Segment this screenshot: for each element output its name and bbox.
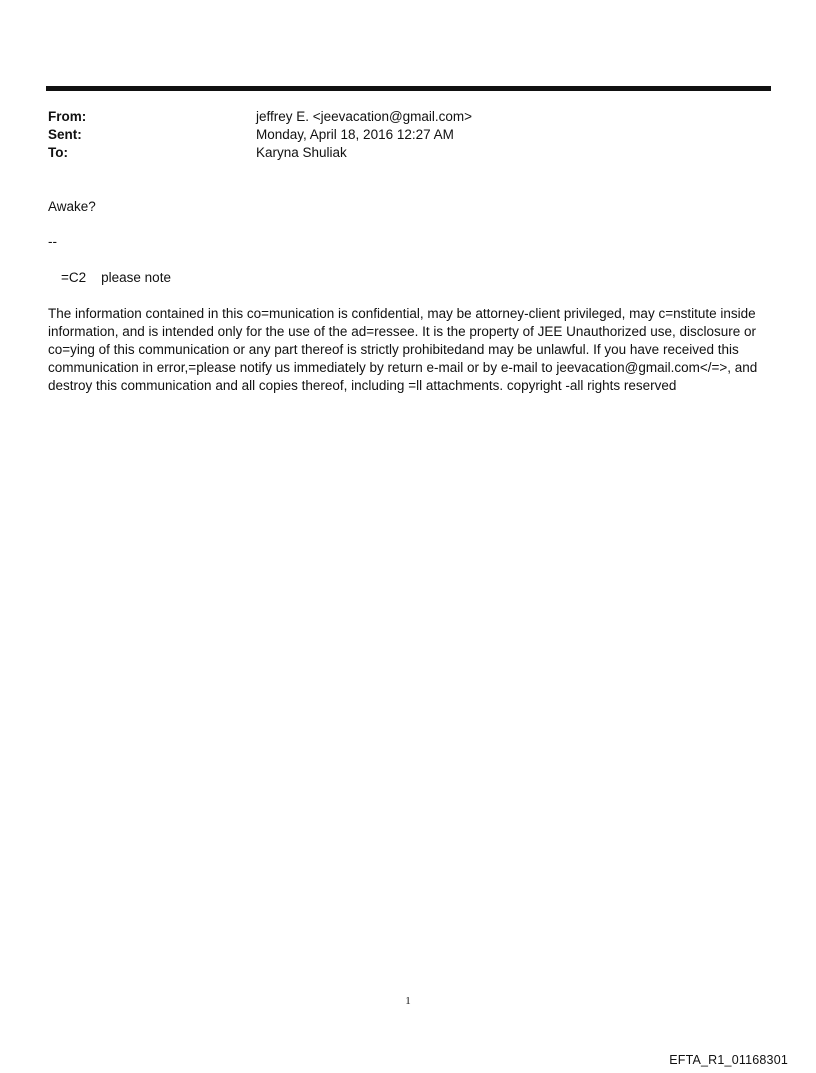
sent-label: Sent: [48, 127, 82, 142]
to-value: Karyna Shuliak [256, 145, 347, 160]
sent-row [48, 126, 748, 144]
sent-value: Monday, April 18, 2016 12:27 AM [256, 127, 454, 142]
email-header [48, 108, 748, 162]
to-row [48, 144, 748, 162]
please-note-line: =C2 please note [61, 270, 171, 285]
message-greeting: Awake? [48, 199, 96, 214]
signature-separator: -- [48, 234, 57, 249]
from-row [48, 108, 748, 126]
from-label: From: [48, 109, 87, 124]
to-label: To: [48, 145, 68, 160]
confidentiality-disclaimer: The information contained in this co=munication is confidential, may be attorney-client privileged, may c=nstitute inside information, and is intended only for the use of the ad=ressee. It is the property of JEE Unauthorized use, disclosure or co=ying of this communication or any part thereof is strictly prohibitedand may be unlawful. If you have received this communication in error,=please notify us immediately by return e-mail or by e-mail to jeevacation@gmail.com</=>, and destroy this communication and all copies thereof, including =ll attachments. copyright -all rights reserved [48, 306, 758, 393]
from-value: jeffrey E. <jeevacation@gmail.com> [256, 109, 473, 124]
header-divider [46, 86, 771, 91]
bates-number: EFTA_R1_01168301 [669, 1053, 788, 1067]
page-number: 1 [405, 995, 411, 1007]
